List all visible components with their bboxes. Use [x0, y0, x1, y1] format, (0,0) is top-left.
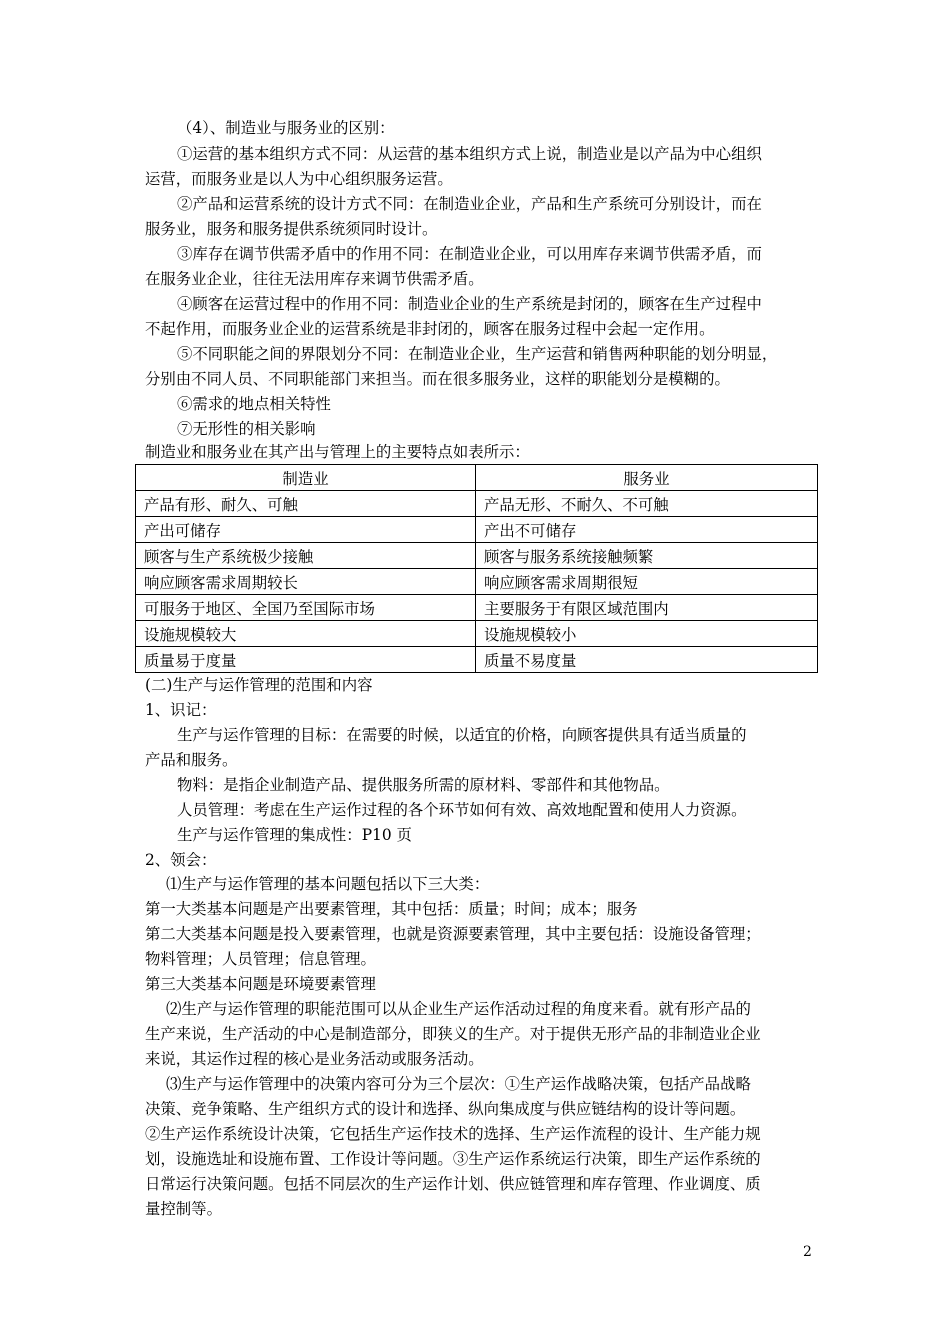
table-cell: 产出不可储存 — [476, 517, 818, 543]
table-cell: 设施规模较小 — [476, 621, 818, 647]
table-cell: 顾客与生产系统极少接触 — [136, 543, 476, 569]
section-heading: （4）、制造业与服务业的区别： — [177, 119, 395, 137]
paragraph-line: 运营，而服务业是以人为中心组织服务运营。 — [145, 170, 453, 188]
table-row — [136, 569, 818, 595]
paragraph-line: 物料管理；人员管理；信息管理。 — [145, 950, 376, 968]
paragraph-line: ③库存在调节供需矛盾中的作用不同：在制造业企业，可以用库存来调节供需矛盾，而 — [177, 245, 762, 263]
table-row — [136, 595, 818, 621]
paragraph-line: ⑥需求的地点相关特性 — [177, 395, 331, 413]
table-cell: 可服务于地区、全国乃至国际市场 — [136, 595, 476, 621]
paragraph-line: ⑤不同职能之间的界限划分不同：在制造业企业，生产运营和销售两种职能的划分明显， — [177, 345, 778, 363]
paragraph-line: 决策、竞争策略、生产组织方式的设计和选择、纵向集成度与供应链结构的设计等问题。 — [145, 1100, 746, 1118]
table-cell: 主要服务于有限区域范围内 — [476, 595, 818, 621]
page-number: 2 — [803, 1244, 812, 1260]
paragraph-line: 产品和服务。 — [145, 751, 238, 769]
table-cell: 设施规模较大 — [136, 621, 476, 647]
paragraph-line: 不起作用，而服务业企业的运营系统是非封闭的，顾客在服务过程中会起一定作用。 — [145, 320, 715, 338]
table-caption: 制造业和服务业在其产出与管理上的主要特点如表所示： — [145, 443, 530, 461]
paragraph-line: 分别由不同人员、不同职能部门来担当。而在很多服务业，这样的职能划分是模糊的。 — [145, 370, 730, 388]
paragraph-line: 生产与运作管理的集成性：P10 页 — [177, 826, 412, 844]
table-row — [136, 621, 818, 647]
table-row — [136, 491, 818, 517]
table-row — [136, 543, 818, 569]
paragraph-line: 第二大类基本问题是投入要素管理，也就是资源要素管理，其中主要包括：设施设备管理； — [145, 925, 761, 943]
table-cell: 顾客与服务系统接触频繁 — [476, 543, 818, 569]
table-cell: 质量易于度量 — [136, 647, 476, 673]
paragraph-line: ②生产运作系统设计决策，它包括生产运作技术的选择、生产运作流程的设计、生产能力规 — [145, 1125, 761, 1143]
section-heading: (二)生产与运作管理的范围和内容 — [145, 676, 373, 694]
paragraph-line: ⑶生产与运作管理中的决策内容可分为三个层次：①生产运作战略决策，包括产品战略 — [166, 1075, 751, 1093]
paragraph-line: ⑦无形性的相关影响 — [177, 420, 316, 438]
paragraph-line: 物料：是指企业制造产品、提供服务所需的原材料、零部件和其他物品。 — [177, 776, 670, 794]
paragraph-line: 在服务业企业，往往无法用库存来调节供需矛盾。 — [145, 270, 484, 288]
paragraph-line: 量控制等。 — [145, 1200, 222, 1218]
subsection-heading: 1、识记： — [145, 701, 217, 719]
table-cell: 产出可储存 — [136, 517, 476, 543]
table-cell: 响应顾客需求周期很短 — [476, 569, 818, 595]
paragraph-line: 生产来说，生产活动的中心是制造部分，即狭义的生产。对于提供无形产品的非制造业企业 — [145, 1025, 761, 1043]
table-cell: 响应顾客需求周期较长 — [136, 569, 476, 595]
paragraph-line: 划，设施选址和设施布置、工作设计等问题。③生产运作系统运行决策，即生产运作系统的 — [145, 1150, 761, 1168]
paragraph-line: 第三大类基本问题是环境要素管理 — [145, 975, 376, 993]
paragraph-line: ⑵生产与运作管理的职能范围可以从企业生产运作活动过程的角度来看。就有形产品的 — [166, 1000, 751, 1018]
paragraph-line: 服务业，服务和服务提供系统须同时设计。 — [145, 220, 438, 238]
paragraph-line: ①运营的基本组织方式不同：从运营的基本组织方式上说，制造业是以产品为中心组织 — [177, 145, 762, 163]
paragraph-line: ④顾客在运营过程中的作用不同：制造业企业的生产系统是封闭的，顾客在生产过程中 — [177, 295, 762, 313]
table-header-row — [136, 465, 818, 491]
paragraph-line: 来说，其运作过程的核心是业务活动或服务活动。 — [145, 1050, 484, 1068]
paragraph-line: 人员管理：考虑在生产运作过程的各个环节如何有效、高效地配置和使用人力资源。 — [177, 801, 747, 819]
paragraph-line: ②产品和运营系统的设计方式不同：在制造业企业，产品和生产系统可分别设计，而在 — [177, 195, 762, 213]
column-header: 服务业 — [476, 465, 818, 491]
table-cell: 产品无形、不耐久、不可触 — [476, 491, 818, 517]
comparison-table — [135, 464, 818, 673]
table-row — [136, 517, 818, 543]
paragraph-line: ⑴生产与运作管理的基本问题包括以下三大类： — [166, 875, 490, 893]
paragraph-line: 生产与运作管理的目标：在需要的时候，以适宜的价格，向顾客提供具有适当质量的 — [177, 726, 747, 744]
subsection-heading: 2、领会： — [145, 851, 217, 869]
paragraph-line: 日常运行决策问题。包括不同层次的生产运作计划、供应链管理和库存管理、作业调度、质 — [145, 1175, 761, 1193]
table-row — [136, 647, 818, 673]
column-header: 制造业 — [136, 465, 476, 491]
table-cell: 产品有形、耐久、可触 — [136, 491, 476, 517]
paragraph-line: 第一大类基本问题是产出要素管理，其中包括：质量；时间；成本；服务 — [145, 900, 638, 918]
table-cell: 质量不易度量 — [476, 647, 818, 673]
